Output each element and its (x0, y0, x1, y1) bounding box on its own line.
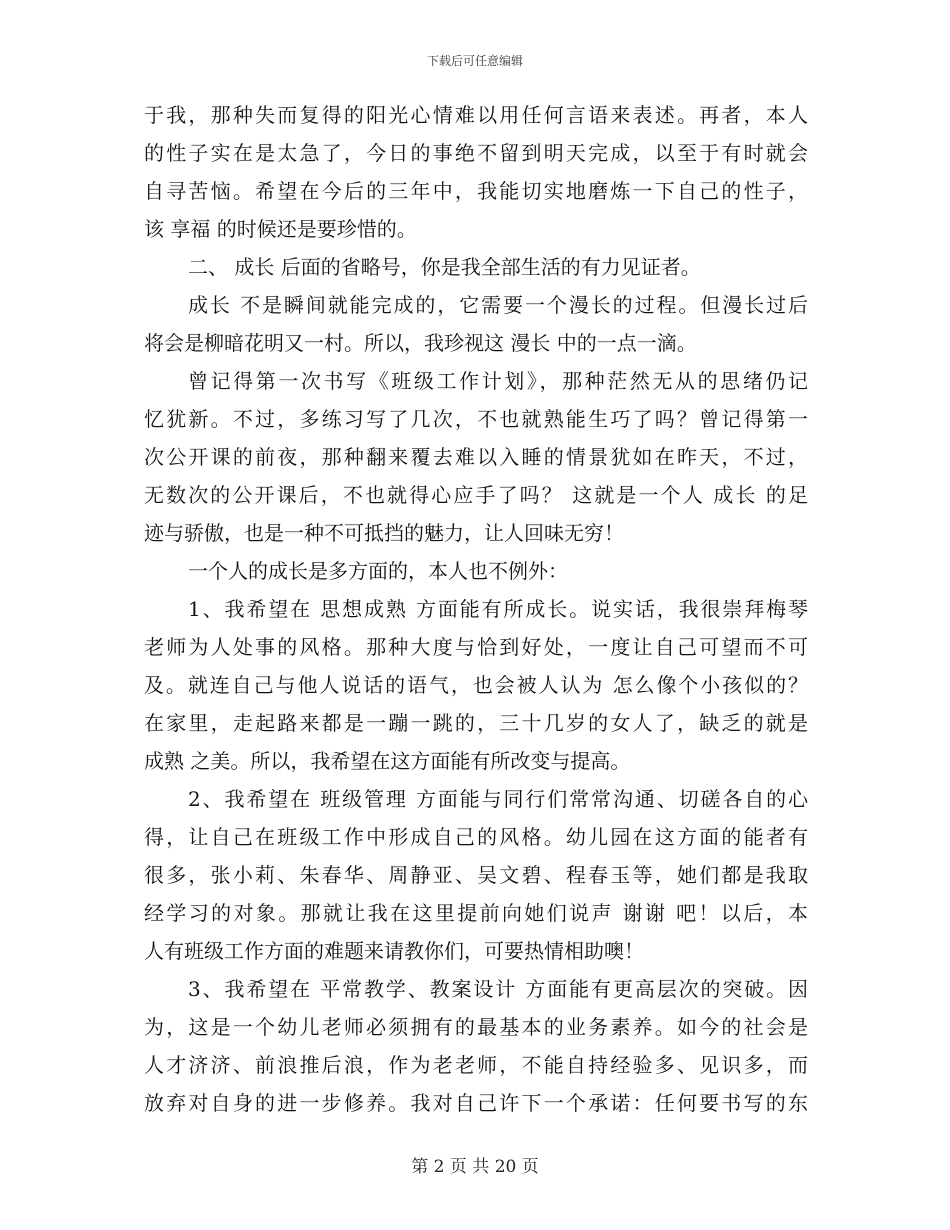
text-line: 人才济济、前浪推后浪，作为老老师，不能自持经验多、见识多，而 (144, 1053, 808, 1077)
section-heading: 二、 成长 后面的省略号，你是我全部生活的有力见证者。 (188, 255, 701, 279)
text-line: 2、我希望在 班级管理 方面能与同行们常常沟通、切磋各自的心 (188, 787, 808, 811)
text-line: 迹与骄傲，也是一种不可抵挡的魅力，让人回味无穷！ (144, 521, 624, 545)
text-line: 在家里，走起路来都是一蹦一跳的，三十几岁的女人了，缺乏的就是 (144, 711, 808, 735)
page-header: 下载后可任意编辑 (426, 54, 523, 68)
text-line: 忆犹新。不过，多练习写了几次，不也就熟能生巧了吗？曾记得第一 (144, 407, 808, 431)
text-line: 曾记得第一次书写《班级工作计划》，那种茫然无从的思绪仍记 (188, 369, 808, 393)
text-line: 的性子实在是太急了，今日的事绝不留到明天完成，以至于有时就会 (144, 141, 808, 165)
text-line: 将会是柳暗花明又一村。所以，我珍视这 漫长 中的一点一滴。 (144, 331, 697, 355)
text-line: 无数次的公开课后，不也就得心应手了吗？ 这就是一个人 成长 的足 (144, 483, 808, 507)
page-number: 第 2 页 共 20 页 (411, 1157, 539, 1177)
text-line: 及。就连自己与他人说话的语气，也会被人认为 怎么像个小孩似的？ (144, 673, 808, 697)
text-line: 得，让自己在班级工作中形成自己的风格。幼儿园在这方面的能者有 (144, 825, 808, 849)
text-line: 3、我希望在 平常教学、教案设计 方面能有更高层次的突破。因 (188, 977, 808, 1001)
text-line: 放弃对自身的进一步修养。我对自己许下一个承诺：任何要书写的东 (144, 1091, 808, 1115)
text-line: 该 享福 的时候还是要珍惜的。 (144, 217, 417, 241)
text-line: 经学习的对象。那就让我在这里提前向她们说声 谢谢 吧！以后，本 (144, 901, 808, 925)
text-line: 于我，那种失而复得的阳光心情难以用任何言语来表述。再者，本人 (144, 103, 808, 127)
text-line: 次公开课的前夜，那种翻来覆去难以入睡的情景犹如在昨天，不过， (144, 445, 808, 469)
text-line: 一个人的成长是多方面的，本人也不例外： (188, 559, 568, 583)
text-line: 为，这是一个幼儿老师必须拥有的最基本的业务素养。如今的社会是 (144, 1015, 808, 1039)
text-line: 成熟 之美。所以，我希望在这方面能有所改变与提高。 (144, 749, 631, 773)
text-line: 自寻苦恼。希望在今后的三年中，我能切实地磨炼一下自己的性子， (144, 179, 808, 203)
document-body (144, 96, 808, 1122)
text-line: 很多，张小莉、朱春华、周静亚、吴文碧、程春玉等，她们都是我取 (144, 863, 808, 887)
text-line: 人有班级工作方面的难题来请教你们，可要热情相助噢！ (144, 939, 644, 963)
text-line: 成长 不是瞬间就能完成的，它需要一个漫长的过程。但漫长过后 (188, 293, 808, 317)
text-line: 1、我希望在 思想成熟 方面能有所成长。说实话，我很崇拜梅琴 (188, 597, 808, 621)
text-line: 老师为人处事的风格。那种大度与恰到好处，一度让自己可望而不可 (144, 635, 808, 659)
